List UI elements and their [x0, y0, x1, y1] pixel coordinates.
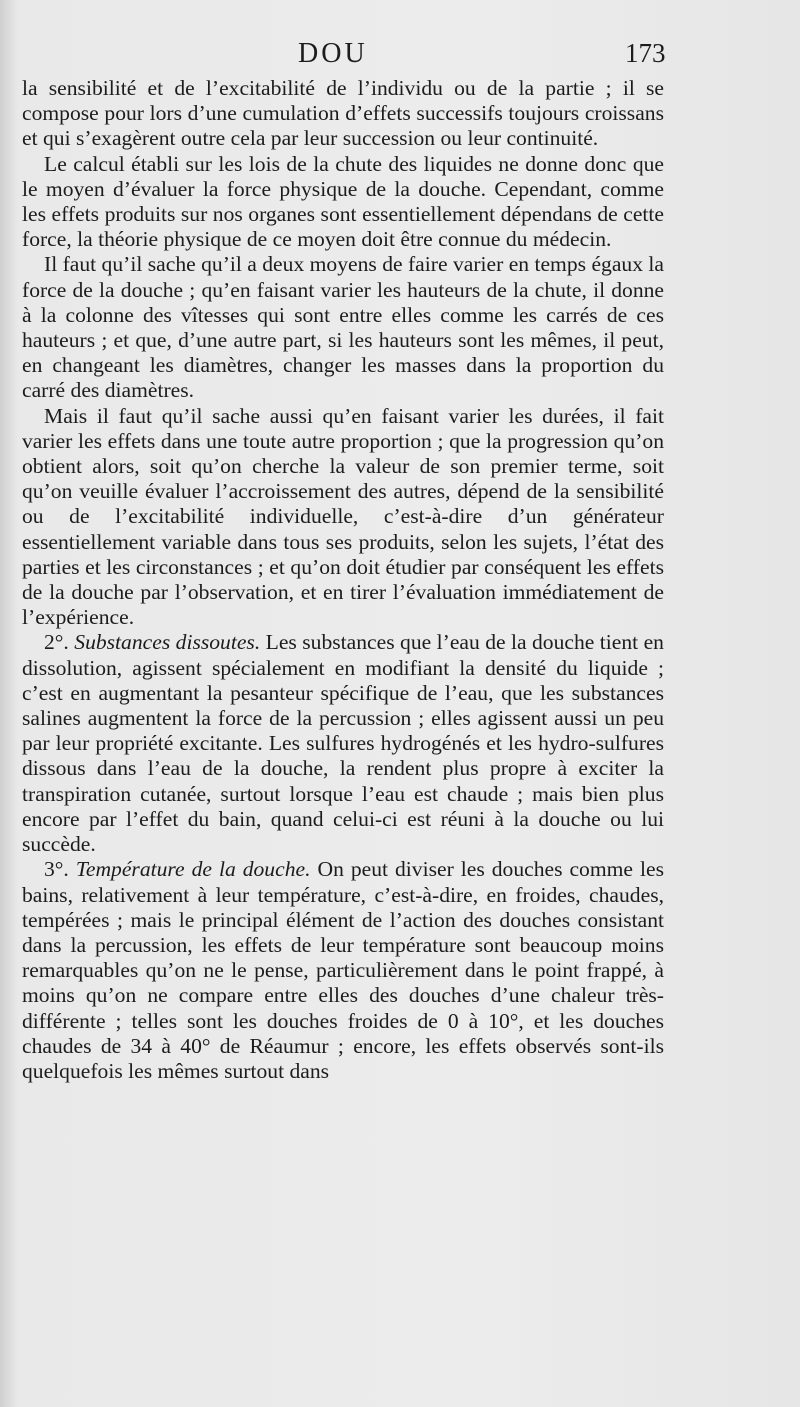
section-substances-dissoutes	[22, 630, 664, 857]
page-number: 173	[625, 38, 666, 68]
paragraph-text: Il faut qu’il sache qu’il a deux moyens de faire varier en temps égaux la force de la douche ; qu’en faisant varier les hauteurs de la chute, il donne à la colonne des vîtesses qui sont entre elles comme les carrés de ces hauteurs ; et que, d’une autre part, si les hauteurs sont les mêmes, il peut, en changeant les diamètres, changer les masses dans la proportion du carré des diamètres.	[22, 252, 664, 403]
paragraph-text: la sensibilité et de l’excitabilité de l’individu ou de la partie ; il se compose pour lors d’une cumulation d’effets successifs toujours croissans et qui s’exagèrent outre cela par leur succession ou leur continuité.	[22, 76, 664, 151]
running-head	[0, 38, 800, 78]
paragraph-durees	[22, 404, 664, 631]
body-text	[22, 76, 664, 1084]
section-heading: Température de la douche.	[75, 857, 311, 882]
paragraph-text: Les substances que l’eau de la douche tient en dissolution, agissent spécialement en modifiant la densité du liquide ; c’est en augmentant la pesanteur spécifique de l’eau, que les substances salines augmentent la force de la percussion ; elles agissent aussi un peu par leur propriété excitante. Les sulfures hydrogénés et les hydro-sulfures dissous dans l’eau de la douche, la rendent plus propre à exciter la transpiration cutanée, surtout lorsque l’eau est chaude ; mais bien plus encore par l’effet du bain, quand celui-ci est réuni à la douche ou lui succède.	[22, 630, 664, 857]
paragraph-text: Le calcul établi sur les lois de la chute des liquides ne donne donc que le moyen d’évaluer la force physique de la douche. Cependant, comme les effets produits sur nos organes sont essentiellement dépendans de cette force, la théorie physique de ce moyen doit être connue du médecin.	[22, 151, 664, 252]
paragraph-text: On peut diviser les douches comme les bains, relativement à leur température, c’est-à-dire, en froides, chaudes, tempérées ; mais le principal élément de l’action des douches consistant dans la percussion, les effets de leur température sont beaucoup moins remarquables qu’on ne le pense, particulièrement dans le point frappé, à moins qu’on ne compare entre elles des douches d’une chaleur très-différente ; telles sont les douches froides de 0 à 10°, et les douches chaudes de 34 à 40° de Réaumur ; encore, les effets observés sont-ils quelquefois les mêmes surtout dans	[22, 857, 664, 1083]
section-number: 2°.	[44, 630, 69, 655]
paragraph-text: Mais il faut qu’il sache aussi qu’en faisant varier les durées, il fait varier les effets dans une toute autre proportion ; que la progression qu’on obtient alors, soit qu’on cherche la valeur de son premier terme, soit qu’on veuille évaluer l’accroissement des autres, dépend de la sensibilité ou de l’excitabilité individuelle, c’est-à-dire d’un générateur essentiellement variable dans tous ses produits, selon les sujets, l’état des parties et les circonstances ; et qu’on doit étudier par conséquent les effets de la douche par l’observation, et en tirer l’évaluation immédiatement de l’expérience.	[22, 403, 664, 630]
section-heading: Substances dissoutes.	[74, 630, 261, 655]
section-temperature	[22, 857, 664, 1084]
running-head-title: DOU	[298, 38, 368, 69]
paragraph-continuation	[22, 76, 664, 152]
section-number: 3°.	[44, 857, 69, 882]
paragraph-deux-moyens	[22, 252, 664, 403]
paragraph-calcul	[22, 152, 664, 253]
